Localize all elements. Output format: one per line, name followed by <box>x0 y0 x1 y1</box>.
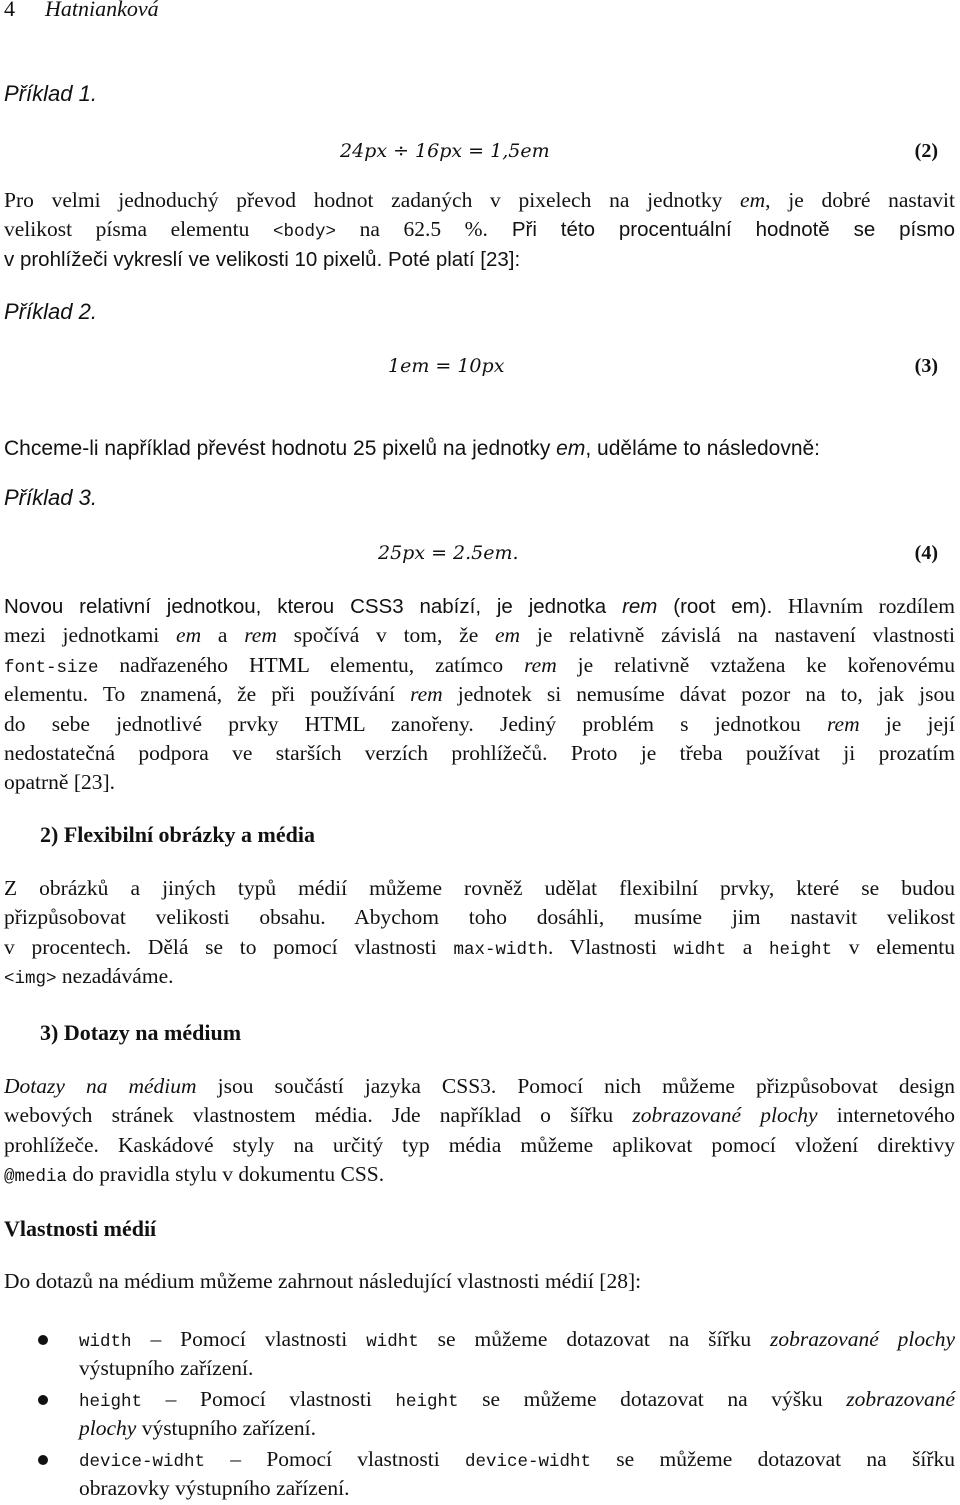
code-max-width: max-width <box>453 939 548 960</box>
equation-4: 25px = 2.5em. <box>378 542 519 564</box>
equation-3: 1em = 10px <box>388 355 505 377</box>
running-header <box>4 0 159 24</box>
bullet-icon <box>38 1335 48 1345</box>
paragraph-flexible-images: Z obrázků a jiných typů médií můžeme rovněž udělat flexibilní prvky, které se budou přizpůsobovat velikosti obsahu. Abychom toho dosáhli, musíme jim nastavit velikost v procentech. Dělá se to pomocí vlastnosti max-width. Vlastnosti widht a height v elementu <img> nezadáváme. <box>4 876 956 990</box>
code-height: height <box>769 939 833 960</box>
page-number: 4 <box>4 0 15 21</box>
equation-number-3: (3) <box>914 355 938 377</box>
example-label-1: Příklad 1. <box>4 81 97 106</box>
code-body-tag: <body> <box>272 222 336 243</box>
equation-number-4: (4) <box>914 542 938 564</box>
bullet-icon <box>38 1395 48 1405</box>
example-label-3: Příklad 3. <box>4 485 97 510</box>
equation-number-2: (2) <box>914 140 938 162</box>
document-page: 4 Hatnianková Příklad 1. 24px ÷ 16px = 1,5em (2) Pro velmi jednoduchý převod hodnot zadaných v pixelech na jednotky em, je dobré nastavit velikost písma elementu <body> na 62.5 %. Při této procentuální hodnotě se písmo v prohlížeči vykreslí ve velikosti 10 pixelů. Poté platí [23]: Příklad 2. 1em = 10px (3) Chceme-li například převést hodnotu 25 pixelů na jednotky em, uděláme to následovně: Příklad 3. 25px = 2.5em. (4) Novou relativní jednotkou, kterou CSS3 nabízí, je jednotka rem (root em). Hlavním rozdílem mezi jednotkami em a rem spočívá v tom, že em je relativně závislá na nastavení vlastnosti font-size nadřazeného HTML elementu, zatímco rem je relativně vztažena ke kořenovému elementu. To znamená, že při používání rem jednotek si nemusíme dávat pozor na to, jak jsou do sebe jednotlivé prvky HTML zanořeny. Jediný problém s jednotkou rem je její nedostatečná podpora ve starších verzích prohlížečů. Proto je třeba používat ji prozatím opatrně [23]. 2) Flexibilní obrázky a média Z obrázků a jiných typů médií můžeme rovněž udělat flexibilní prvky, které se budou přizpůsobovat velikosti obsahu. Abychom toho dosáhli, musíme jim nastavit velikost v procentech. Dělá se to pomocí vlastnosti max-width. Vlastnosti widht a height v elementu <img> nezadáváme. 3) Dotazy na médium Dotazy na médium jsou součástí jazyka CSS3. Pomocí nich můžeme přizpůsobovat design webových stránek vlastnostem média. Jde například o šířku zobrazované plochy internetového prohlížeče. Kaskádové styly na určitý typ média můžeme aplikovat pomocí vložení direktivy @media do pravidla stylu v dokumentu CSS. Vlastnosti médií Do dotazů na médium můžeme zahrnout následující vlastnosti médií [28]: width – Pomocí vlastnosti widht se můžeme dotazovat na šířku zobrazované plochy výstupního zařízení. height – Pomocí vlastnosti height se můžeme dotazovat na výšku zobrazované plochy výstupního zařízení. device-widht – Pomocí vlastnosti device-widht se můžeme dotazovat na šířku obrazovky výstupního zařízení. <box>0 0 960 1505</box>
example-label-2: Příklad 2. <box>4 299 97 324</box>
bullet-icon <box>38 1455 48 1465</box>
code-widht: widht <box>673 939 727 960</box>
paragraph-pixel-conversion: Pro velmi jednoduchý převod hodnot zadaných v pixelech na jednotky em, je dobré nastavit velikost písma elementu <body> na 62.5 %. Při této procentuální hodnotě se písmo v prohlížeči vykreslí ve velikosti 10 pixelů. Poté platí [23]: <box>4 188 956 271</box>
section-heading-media-queries: 3) Dotazy na médium <box>40 1020 242 1045</box>
equation-2: 24px ÷ 16px = 1,5em <box>340 140 550 162</box>
code-font-size: font-size <box>4 657 99 678</box>
paragraph-media-properties-intro: Do dotazů na médium můžeme zahrnout následující vlastnosti médií [28]: <box>4 1269 642 1293</box>
running-author: Hatnianková <box>45 0 159 21</box>
section-heading-flexible-images: 2) Flexibilní obrázky a média <box>40 822 315 847</box>
paragraph-example-intro: Chceme-li například převést hodnotu 25 pixelů na jednotky em, uděláme to následovně: <box>4 437 821 460</box>
code-media-directive: @media <box>4 1167 68 1188</box>
paragraph-media-queries: Dotazy na médium jsou součástí jazyka CSS3. Pomocí nich můžeme přizpůsobovat design webových stránek vlastnostem média. Jde například o šířku zobrazované plochy internetového prohlížeče. Kaskádové styly na určitý typ média můžeme aplikovat pomocí vložení direktivy @media do pravidla stylu v dokumentu CSS. <box>4 1074 955 1188</box>
paragraph-rem-unit: Novou relativní jednotkou, kterou CSS3 nabízí, je jednotka rem (root em). Hlavním rozdílem mezi jednotkami em a rem spočívá v tom, že em je relativně závislá na nastavení vlastnosti font-size nadřazeného HTML elementu, zatímco rem je relativně vztažena ke kořenovému elementu. To znamená, že při používání rem jednotek si nemusíme dávat pozor na to, jak jsou do sebe jednotlivé prvky HTML zanořeny. Jediný problém s jednotkou rem je její nedostatečná podpora ve starších verzích prohlížečů. Proto je třeba používat ji prozatím opatrně [23]. <box>4 594 956 795</box>
code-img-tag: <img> <box>4 969 57 990</box>
section-heading-media-properties: Vlastnosti médií <box>4 1216 157 1241</box>
